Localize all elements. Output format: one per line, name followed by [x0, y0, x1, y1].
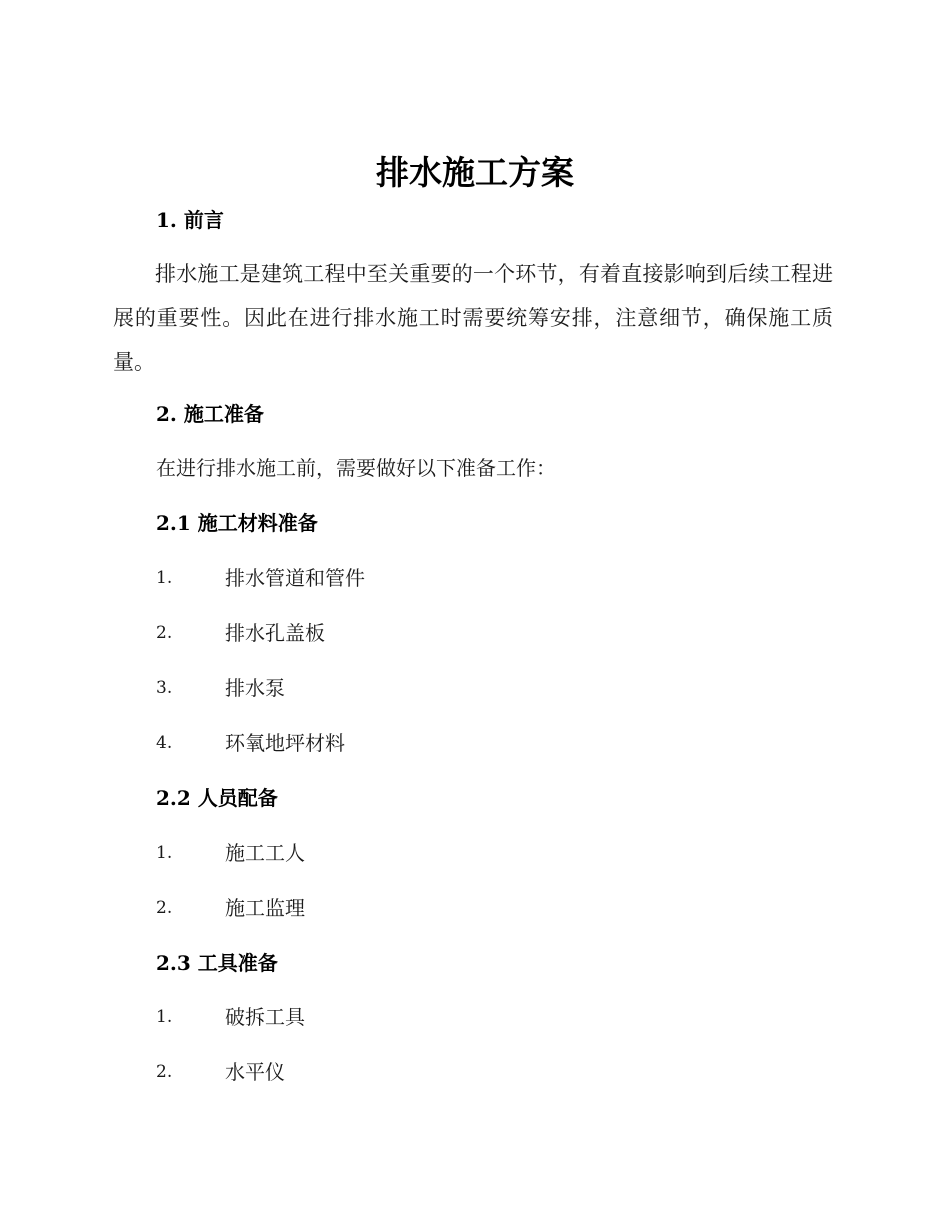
list-item — [156, 673, 656, 703]
list-number: 2. — [156, 898, 173, 918]
list-text: 排水孔盖板 — [225, 621, 325, 645]
section-heading-preface: 1. 前言 — [156, 208, 224, 232]
list-number: 2. — [156, 623, 173, 643]
preface-paragraph: 排水施工是建筑工程中至关重要的一个环节，有着直接影响到后续工程进展的重要性。因此在进行排水施工时需要统筹安排，注意细节，确保施工质量。 — [113, 262, 833, 374]
list-item — [156, 1002, 656, 1032]
list-text: 排水管道和管件 — [225, 566, 365, 590]
document-title: 排水施工方案 — [376, 153, 574, 192]
list-number: 4. — [156, 733, 173, 753]
section-heading-preparation: 2. 施工准备 — [156, 402, 264, 426]
list-text: 水平仪 — [225, 1060, 285, 1084]
preparation-intro: 在进行排水施工前，需要做好以下准备工作： — [156, 456, 556, 480]
list-item — [156, 893, 656, 923]
list-text: 破拆工具 — [225, 1005, 305, 1029]
list-text: 施工工人 — [225, 841, 305, 865]
list-item — [156, 728, 656, 758]
list-text: 施工监理 — [225, 896, 305, 920]
list-number: 1. — [156, 568, 173, 588]
list-number: 1. — [156, 843, 173, 863]
list-text: 环氧地坪材料 — [225, 731, 345, 755]
subsection-heading-staffing: 2.2 人员配备 — [156, 786, 278, 810]
list-item — [156, 1057, 656, 1087]
list-number: 2. — [156, 1062, 173, 1082]
subsection-heading-materials: 2.1 施工材料准备 — [156, 511, 318, 535]
list-number: 1. — [156, 1007, 173, 1027]
list-item — [156, 563, 656, 593]
list-item — [156, 838, 656, 868]
list-number: 3. — [156, 678, 173, 698]
list-text: 排水泵 — [225, 676, 285, 700]
list-item — [156, 618, 656, 648]
subsection-heading-tools: 2.3 工具准备 — [156, 951, 278, 975]
